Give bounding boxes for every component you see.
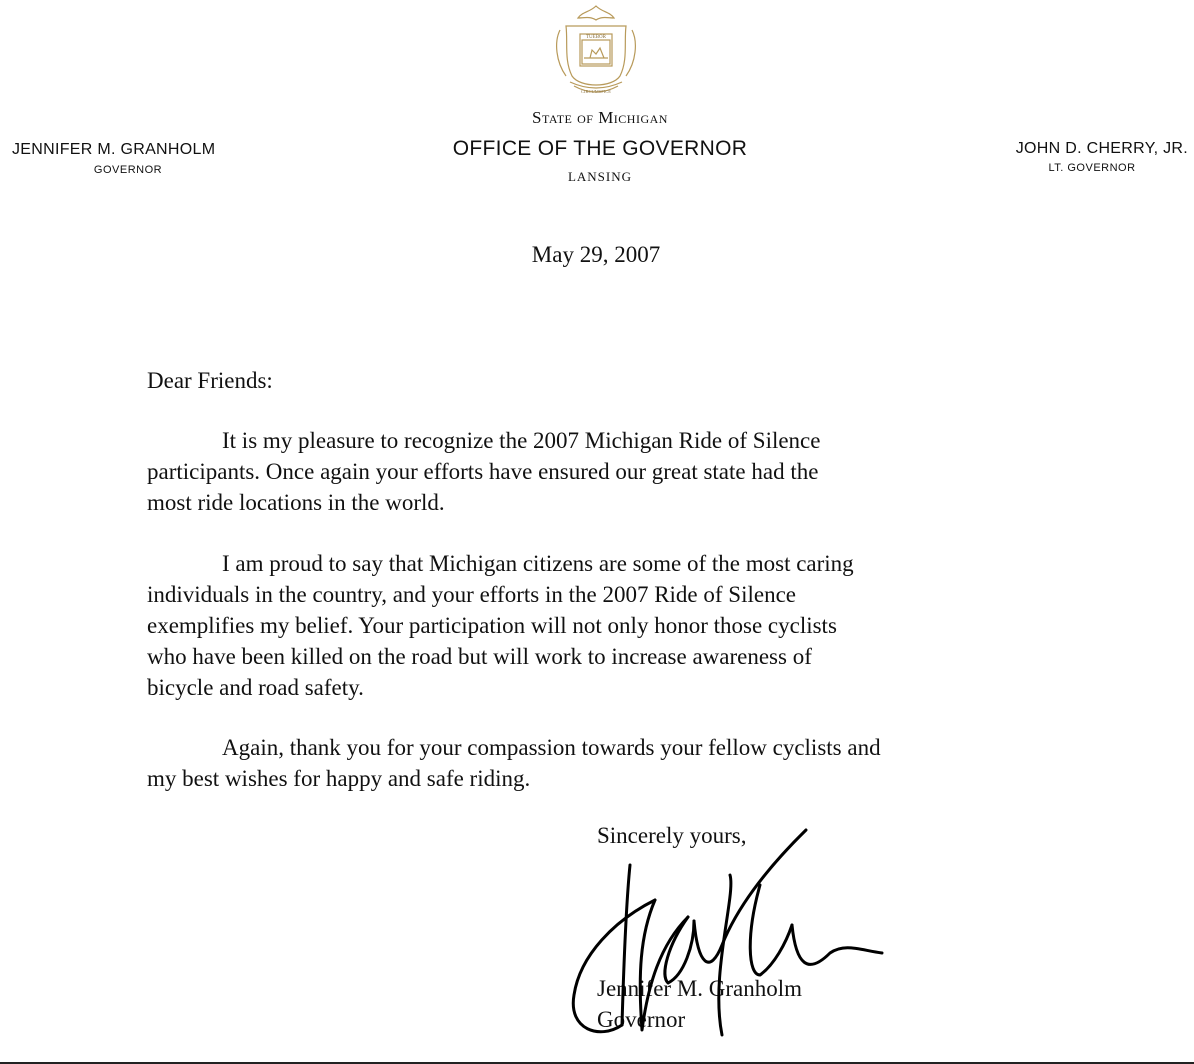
paragraph-line: participants. Once again your efforts have ensured our great state had the: [147, 459, 819, 484]
paragraph-2: [147, 548, 1047, 703]
salutation: Dear Friends:: [147, 368, 273, 393]
lt-governor-title: LT. GOVERNOR: [1048, 162, 1136, 174]
paragraph-line: Again, thank you for your compassion towards your fellow cyclists and: [222, 735, 881, 760]
paragraph-line: It is my pleasure to recognize the 2007 Michigan Ride of Silence: [222, 428, 821, 453]
closing: Sincerely yours,: [597, 823, 747, 848]
paragraph-3: [147, 732, 1047, 794]
city-name: LANSING: [567, 169, 633, 184]
governor-title: GOVERNOR: [93, 164, 163, 176]
signer-title: Governor: [597, 1007, 686, 1032]
paragraph-1: [147, 425, 1047, 518]
signer-name: Jennifer M. Granholm: [597, 976, 803, 1001]
lt-governor-name: JOHN D. CHERRY, JR.: [1015, 140, 1188, 157]
paragraph-line: my best wishes for happy and safe riding.: [147, 766, 531, 791]
letter-date: May 29, 2007: [531, 242, 661, 267]
governor-name: JENNIFER M. GRANHOLM: [12, 141, 216, 158]
paragraph-line: individuals in the country, and your efforts in the 2007 Ride of Silence: [147, 582, 796, 607]
paragraph-line: exemplifies my belief. Your participation will not only honor those cyclists: [147, 613, 837, 638]
paragraph-line: who have been killed on the road but will work to increase awareness of: [147, 644, 812, 669]
paragraph-line: I am proud to say that Michigan citizens are some of the most caring: [222, 551, 854, 576]
state-name: State of Michigan: [532, 108, 668, 127]
paragraph-line: most ride locations in the world.: [147, 490, 445, 515]
office-title: OFFICE OF THE GOVERNOR: [452, 137, 748, 160]
seal-banner: CIRCUMSPICE: [580, 89, 612, 94]
paragraph-line: bicycle and road safety.: [147, 675, 364, 700]
michigan-state-seal-icon: [546, 2, 646, 102]
handwritten-signature: [560, 825, 890, 1060]
seal-motto: TUEBOR: [586, 35, 606, 40]
